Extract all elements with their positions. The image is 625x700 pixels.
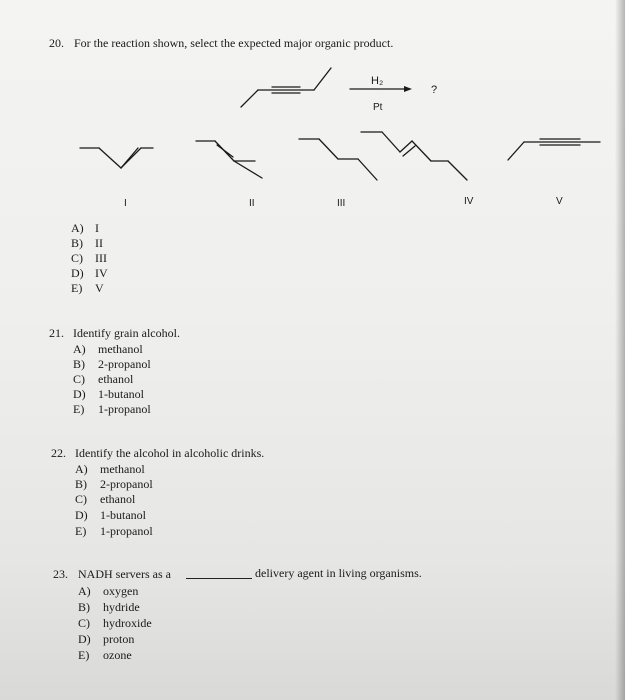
q21-option-d[interactable]: 1-butanol	[98, 387, 144, 401]
q21-option-c[interactable]: ethanol	[98, 372, 134, 386]
q20-option-a-letter: A)	[71, 221, 84, 235]
q20-option-c-letter: C)	[71, 251, 83, 265]
label-IV: IV	[464, 196, 474, 207]
q21-prompt: Identify grain alcohol.	[73, 326, 180, 340]
q23-option-d-letter: D)	[78, 632, 91, 646]
q23-option-c-letter: C)	[78, 616, 90, 630]
q23-prompt-end: delivery agent in living organisms.	[255, 566, 422, 580]
q20-option-e[interactable]: V	[95, 281, 104, 295]
q21-option-c-letter: C)	[73, 372, 85, 386]
q22-option-b-letter: B)	[75, 477, 87, 491]
q20-option-b[interactable]: II	[95, 236, 103, 250]
label-II: II	[249, 198, 255, 209]
reagent-h2: H₂	[371, 75, 384, 87]
label-III: III	[337, 198, 346, 209]
label-V: V	[556, 196, 563, 207]
q21-option-a-letter: A)	[73, 342, 86, 356]
q20-number: 20.	[49, 36, 64, 50]
reagent-pt: Pt	[373, 102, 383, 113]
q20-option-b-letter: B)	[71, 236, 83, 250]
q23-option-c[interactable]: hydroxide	[103, 616, 152, 630]
unknown-product: ?	[431, 84, 438, 96]
structure-II	[196, 141, 262, 178]
q23-prompt-start: NADH servers as a	[78, 567, 171, 581]
structure-III	[299, 139, 377, 180]
structure-I	[80, 148, 153, 168]
q22-option-c[interactable]: ethanol	[100, 492, 136, 506]
q21-option-e-letter: E)	[73, 402, 85, 416]
structure-IV-tail	[431, 161, 467, 180]
q22-prompt: Identify the alcohol in alcoholic drinks.	[75, 446, 265, 460]
q21-number: 21.	[49, 326, 64, 340]
q23-option-b-letter: B)	[78, 600, 90, 614]
q23-answer-blank[interactable]	[186, 578, 252, 579]
starting-alkyne-structure	[241, 68, 331, 107]
q23-option-b[interactable]: hydride	[103, 600, 140, 614]
q21-option-a[interactable]: methanol	[98, 342, 143, 356]
q23-option-e[interactable]: ozone	[103, 648, 132, 662]
q20-option-c[interactable]: III	[95, 251, 107, 265]
q22-option-b[interactable]: 2-propanol	[100, 477, 153, 491]
q21-option-b[interactable]: 2-propanol	[98, 357, 151, 371]
q22-number: 22.	[51, 446, 66, 460]
q22-option-d-letter: D)	[75, 508, 88, 522]
structure-IV	[361, 132, 431, 161]
q23-option-e-letter: E)	[78, 648, 90, 662]
q22-option-a-letter: A)	[75, 462, 88, 476]
q23-number: 23.	[53, 567, 68, 581]
q22-option-d[interactable]: 1-butanol	[100, 508, 146, 522]
q22-option-c-letter: C)	[75, 492, 87, 506]
q20-option-d[interactable]: IV	[95, 266, 108, 280]
q21-option-b-letter: B)	[73, 357, 85, 371]
q22-option-e[interactable]: 1-propanol	[100, 524, 153, 538]
q23-option-a-letter: A)	[78, 584, 91, 598]
q20-option-e-letter: E)	[71, 281, 83, 295]
label-I: I	[124, 198, 127, 209]
structure-V	[508, 139, 600, 160]
q20-prompt: For the reaction shown, select the expected major organic product.	[74, 36, 394, 50]
q23-option-d[interactable]: proton	[103, 632, 135, 646]
q20-option-a[interactable]: I	[95, 221, 99, 235]
q22-option-a[interactable]: methanol	[100, 462, 145, 476]
q21-option-e[interactable]: 1-propanol	[98, 402, 151, 416]
q22-option-e-letter: E)	[75, 524, 87, 538]
q21-option-d-letter: D)	[73, 387, 86, 401]
q20-option-d-letter: D)	[71, 266, 84, 280]
q23-option-a[interactable]: oxygen	[103, 584, 139, 598]
